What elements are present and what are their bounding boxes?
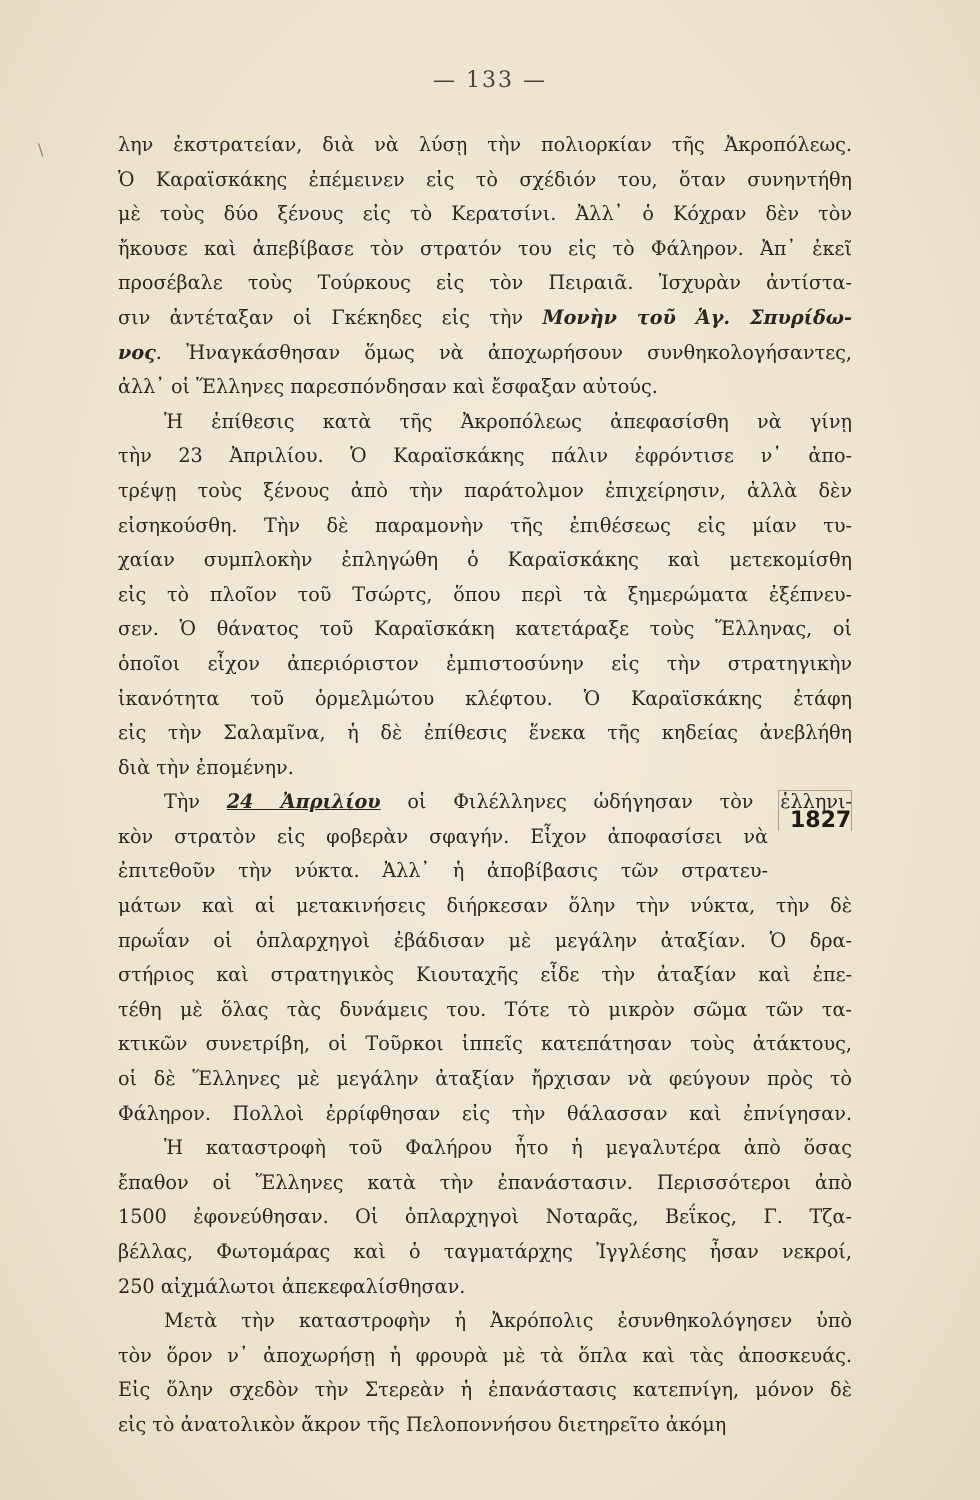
text-line: εἰς τὴν Σαλαμῖνα, ἡ δὲ ἐπίθεσις ἕνεκα τῆς κηδείας ἀνεβλήθη: [118, 721, 852, 745]
text-line: λην ἐκστρατείαν, διὰ νὰ λύσῃ τὴν πολιορκίαν τῆς Ἀκροπόλεως.: [118, 133, 852, 156]
emphasized-text: 24 Ἀπριλίου: [226, 790, 381, 814]
text-line: τὸν ὅρον ν᾿ ἀποχωρήσῃ ἡ φρουρὰ μὲ τὰ ὅπλα καὶ τὰς ἀποσκευάς.: [118, 1343, 852, 1367]
text-line: Ἡ ἐπίθεσις κατὰ τῆς Ἀκροπόλεως ἀπεφασίσθη νὰ γίνῃ: [164, 409, 852, 433]
text-line: 250 αἰχμάλωτοι ἀπεκεφαλίσθησαν.: [118, 1274, 466, 1298]
emphasized-text: νος: [118, 340, 156, 364]
text-line: χαίαν συμπλοκὴν ἐπληγώθη ὁ Καραϊσκάκης καὶ μετεκομίσθη: [118, 548, 852, 572]
emphasized-text: Μονὴν τοῦ Ἁγ. Σπυρίδω-: [542, 305, 852, 329]
text-line: μὲ τοὺς δύο ξένους εἰς τὸ Κερατσίνι. Ἀλλ᾿ ὁ Κόχραν δὲν τὸν: [118, 202, 852, 226]
text-segment: σιν ἀντέταξαν οἱ Γκέκηδες εἰς τὴν: [118, 305, 543, 329]
text-segment: Τὴν: [164, 790, 227, 814]
body-text: [118, 128, 852, 1443]
text-line: [118, 301, 852, 336]
text-line: ἀλλ᾿ οἱ Ἕλληνες παρεσπόνδησαν καὶ ἔσφαξαν αὐτούς.: [118, 375, 658, 399]
text-line: κτικῶν συνετρίβη, οἱ Τοῦρκοι ἱππεῖς κατεπάτησαν τοὺς ἀτάκτους,: [118, 1032, 852, 1056]
text-line: Μετὰ τὴν καταστροφὴν ἡ Ἀκρόπολις ἐσυνθηκολόγησεν ὑπὸ: [164, 1309, 852, 1333]
text-line: 1500 ἐφονεύθησαν. Οἱ ὁπλαρχηγοὶ Νοταρᾶς, Βεΐκος, Γ. Τζα-: [118, 1205, 852, 1229]
text-line: εἰς τὸ ἀνατολικὸν ἄκρον τῆς Πελοποννήσου διετηρεῖτο ἀκόμη: [118, 1412, 727, 1436]
text-line: τέθη μὲ ὅλας τὰς δυνάμεις του. Τότε τὸ μικρὸν σῶμα τῶν τα-: [118, 997, 852, 1021]
page-number: — 133 —: [433, 68, 547, 93]
margin-mark: \: [38, 140, 44, 159]
text-line: Ὁ Καραϊσκάκης ἐπέμεινεν εἰς τὸ σχέδιόν του, ὅταν συνηντήθη: [118, 167, 852, 191]
text-line: ἤκουσε καὶ ἀπεβίβασε τὸν στρατόν του εἰς τὸ Φάληρον. Ἀπ᾿ ἐκεῖ: [118, 236, 852, 260]
text-line: ἱκανότητα τοῦ ὁρμελμώτου κλέφτου. Ὁ Καραϊσκάκης ἐτάφη: [118, 686, 852, 710]
text-line: οἱ δὲ Ἕλληνες μὲ μεγάλην ἀταξίαν ἤρχισαν νὰ φεύγουν πρὸς τὸ: [118, 1067, 852, 1091]
text-line: εἰς τὸ πλοῖον τοῦ Τσώρτς, ὅπου περὶ τὰ ξημερώματα ἐξέπνευ-: [118, 582, 852, 606]
text-line: κὸν στρατὸν εἰς φοβερὰν σφαγήν. Εἶχον ἀποφασίσει νὰ: [118, 824, 768, 848]
text-line: διὰ τὴν ἐπομένην.: [118, 755, 294, 779]
text-line: πρωΐαν οἱ ὁπλαρχηγοὶ ἐβάδισαν μὲ μεγάλην ἀταξίαν. Ὁ δρα-: [118, 928, 852, 952]
text-line: Φάληρον. Πολλοὶ ἐρρίφθησαν εἰς τὴν θάλασσαν καὶ ἐπνίγησαν.: [118, 1101, 852, 1125]
text-line: ὁποῖοι εἶχον ἀπεριόριστον ἐμπιστοσύνην εἰς τὴν στρατηγικὴν: [118, 651, 852, 675]
text-line: [118, 785, 852, 820]
text-line: τρέψῃ τοὺς ξένους ἀπὸ τὴν παράτολμον ἐπιχείρησιν, ἀλλὰ δὲν: [118, 478, 852, 502]
text-segment: οἱ Φιλέλληνες ὡδήγησαν τὸν ἑλληνι-: [380, 790, 852, 814]
text-line: Εἰς ὅλην σχεδὸν τὴν Στερεὰν ἡ ἐπανάστασις κατεπνίγη, μόνον δὲ: [118, 1378, 852, 1402]
text-segment: . Ἠναγκάσθησαν ὅμως νὰ ἀποχωρήσουν συνθηκολογήσαντες,: [155, 340, 852, 364]
text-line: Ἡ καταστροφὴ τοῦ Φαλήρου ἦτο ἡ μεγαλυτέρα ἀπὸ ὅσας: [164, 1136, 852, 1160]
text-line: στήριος καὶ στρατηγικὸς Κιουταχῆς εἶδε τὴν ἀταξίαν καὶ ἐπε-: [118, 963, 852, 987]
text-line: ἔπαθον οἱ Ἕλληνες κατὰ τὴν ἐπανάστασιν. Περισσότεροι ἀπὸ: [118, 1170, 852, 1194]
text-line: τὴν 23 Ἀπριλίου. Ὁ Καραϊσκάκης πάλιν ἐφρόντισε ν᾿ ἀπο-: [118, 444, 852, 468]
text-line: ἐπιτεθοῦν τὴν νύκτα. Ἀλλ᾿ ἡ ἀποβίβασις τῶν στρατευ-: [118, 859, 768, 883]
text-line: μάτων καὶ αἱ μετακινήσεις διήρκεσαν ὅλην τὴν νύκτα, τὴν δὲ: [118, 894, 852, 918]
margin-year: 1827: [790, 808, 852, 833]
text-line: σεν. Ὁ θάνατος τοῦ Καραϊσκάκη κατετάραξε τοὺς Ἕλληνας, οἱ: [118, 617, 852, 641]
text-line: εἰσηκούσθη. Τὴν δὲ παραμονὴν τῆς ἐπιθέσεως εἰς μίαν τυ-: [118, 513, 852, 537]
text-line: προσέβαλε τοὺς Τούρκους εἰς τὸν Πειραιᾶ. Ἰσχυρὰν ἀντίστα-: [118, 271, 852, 295]
text-line: [118, 336, 852, 371]
text-line: βέλλας, Φωτομάρας καὶ ὁ ταγματάρχης Ἰγγλέσης ἦσαν νεκροί,: [118, 1240, 852, 1263]
